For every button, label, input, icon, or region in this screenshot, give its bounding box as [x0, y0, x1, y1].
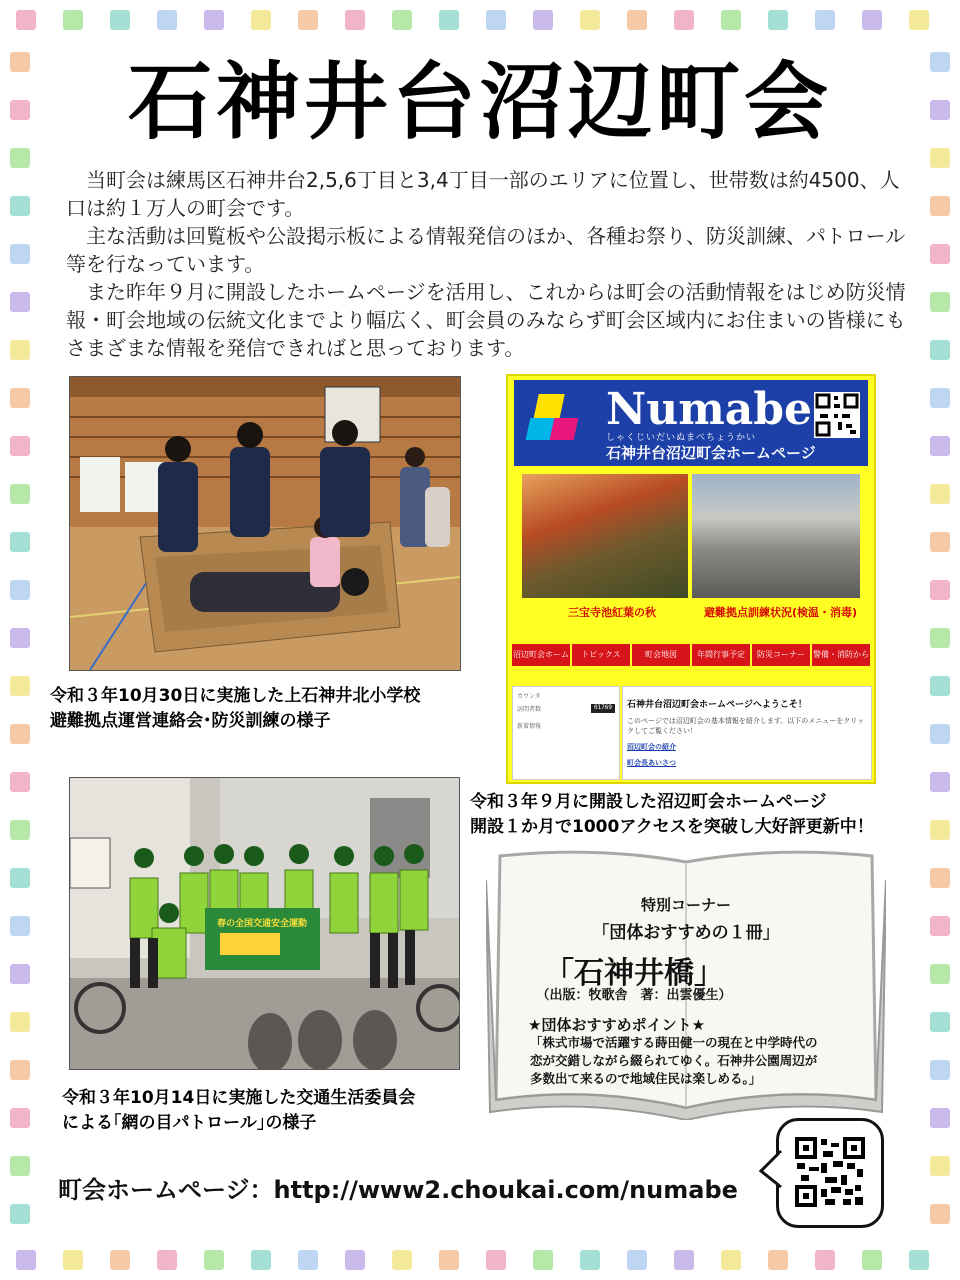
homepage-link: 町会長あいさつ — [627, 759, 676, 767]
border-tile — [439, 10, 459, 30]
border-tile — [392, 10, 412, 30]
border-tile — [345, 1250, 365, 1270]
border-tile — [930, 340, 950, 360]
qr-speech-bubble — [776, 1118, 884, 1228]
border-tile — [157, 1250, 177, 1270]
border-tile — [862, 10, 882, 30]
qr-code-icon — [814, 392, 860, 438]
book-title: 「石神井橋」 — [544, 956, 724, 991]
border-tile — [930, 820, 950, 840]
disaster-drill-photo — [69, 376, 461, 671]
homepage-sidebar — [512, 686, 620, 780]
border-tile — [10, 820, 30, 840]
special-corner-heading: 「団体おすすめの１冊」 — [592, 923, 780, 943]
border-tile — [486, 10, 506, 30]
border-tile — [486, 1250, 506, 1270]
border-tile — [930, 1156, 950, 1176]
border-tile — [909, 1250, 929, 1270]
border-tile — [439, 1250, 459, 1270]
homepage-url: 町会ホームページ：http://www2.choukai.com/numabe — [58, 1176, 738, 1204]
border-tile — [10, 1204, 30, 1224]
sidebar-label: 訪問者数 — [517, 706, 542, 713]
border-tile — [204, 10, 224, 30]
homepage-image-caption: 避難拠点訓練状況(検温・消毒) — [704, 606, 858, 619]
homepage-nav-item: 町会地図 — [632, 644, 690, 666]
caption-line: 令和３年10月14日に実施した交通生活委員会 — [62, 1088, 416, 1108]
caption-line: 避難拠点運営連絡会･防災訓練の様子 — [50, 711, 331, 731]
intro-paragraph-1: 当町会は練馬区石神井台2,5,6丁目と3,4丁目一部のエリアに位置し、世帯数は約4500、人口は約１万人の町会です。 — [66, 168, 900, 220]
points-line: 「株式市場で活躍する蒔田健一の現在と中学時代の — [530, 1035, 818, 1050]
border-tile — [10, 676, 30, 696]
sidebar-label: カウンタ — [517, 693, 541, 700]
intro-paragraph-2: 主な活動は回覧板や公設掲示板による情報発信のほか、各種お祭り、防災訓練、パトロール等を行なっています。 — [66, 224, 906, 276]
border-tile — [930, 628, 950, 648]
border-tile — [10, 388, 30, 408]
border-tile — [930, 724, 950, 744]
sidebar-label: 新着情報 — [517, 723, 542, 730]
homepage-logo-text: Numabe — [606, 384, 813, 435]
border-tile — [298, 10, 318, 30]
border-tile — [10, 340, 30, 360]
border-tile — [533, 1250, 553, 1270]
border-tile — [930, 1108, 950, 1128]
border-tile — [10, 628, 30, 648]
special-corner-label: 特別コーナー — [640, 896, 731, 914]
border-tile — [930, 772, 950, 792]
border-tile — [909, 10, 929, 30]
border-tile — [533, 10, 553, 30]
border-tile — [10, 244, 30, 264]
border-tile — [930, 964, 950, 984]
book-recommendation — [486, 850, 886, 1120]
border-tile — [10, 964, 30, 984]
border-tile — [10, 196, 30, 216]
border-tile — [930, 1012, 950, 1032]
visitor-counter: 01769 — [591, 704, 615, 713]
bubble-tail-icon — [759, 1149, 783, 1189]
border-tile — [63, 1250, 83, 1270]
homepage-image-caption: 三宝寺池紅葉の秋 — [568, 606, 656, 619]
border-tile — [10, 916, 30, 936]
border-tile — [345, 10, 365, 30]
homepage-screenshot — [506, 374, 876, 784]
patrol-group-photo — [69, 777, 460, 1070]
border-tile — [721, 1250, 741, 1270]
autumn-leaves-image — [522, 474, 688, 598]
border-tile — [930, 196, 950, 216]
logo-magenta-block — [550, 418, 579, 440]
homepage-nav-item: 防災コーナー — [752, 644, 810, 666]
homepage-nav-item: トピックス — [572, 644, 630, 666]
homepage-header — [514, 380, 868, 466]
points-text — [530, 1034, 818, 1088]
points-line: 恋が交錯しながら綴られてゆく。石神井公園周辺が — [530, 1053, 818, 1068]
homepage-subtitle: 石神井台沼辺町会ホームページ — [606, 444, 816, 462]
logo-yellow-block — [533, 394, 565, 420]
caption-line: による｢網の目パトロール｣の様子 — [62, 1113, 317, 1133]
border-tile — [815, 1250, 835, 1270]
page-title: 石神井台沼辺町会 — [127, 53, 832, 151]
border-tile — [930, 244, 950, 264]
border-tile — [627, 10, 647, 30]
patrol-caption — [62, 1086, 415, 1136]
border-tile — [110, 1250, 130, 1270]
border-tile — [10, 484, 30, 504]
border-tile — [10, 772, 30, 792]
border-tile — [157, 10, 177, 30]
caption-line: 令和３年10月30日に実施した上石神井北小学校 — [50, 686, 421, 706]
points-line: 多数出て来るので地域住民は楽しめる。」 — [530, 1071, 762, 1086]
border-tile — [10, 1060, 30, 1080]
evacuation-drill-image — [692, 474, 860, 598]
qr-code-icon — [795, 1137, 865, 1207]
border-tile — [10, 436, 30, 456]
border-tile — [580, 10, 600, 30]
border-tile — [930, 1204, 950, 1224]
border-tile — [674, 10, 694, 30]
homepage-caption — [470, 790, 874, 840]
homepage-ruby: しゃくじいだいぬまべちょうかい — [606, 433, 757, 443]
homepage-nav — [512, 644, 870, 666]
border-tile — [110, 10, 130, 30]
border-tile — [768, 10, 788, 30]
border-tile — [862, 1250, 882, 1270]
border-tile — [930, 1060, 950, 1080]
homepage-nav-item: 警備・消防から — [812, 644, 870, 666]
points-title: ★団体おすすめポイント★ — [528, 1016, 706, 1034]
homepage-nav-item: 年間行事予定 — [692, 644, 750, 666]
border-tile — [251, 1250, 271, 1270]
border-tile — [815, 10, 835, 30]
border-tile — [10, 1156, 30, 1176]
homepage-link: 沼辺町会の紹介 — [627, 743, 676, 751]
homepage-welcome-title: 石神井台沼辺町会ホームページへようこそ！ — [627, 700, 807, 710]
border-tile — [16, 1250, 36, 1270]
border-tile — [10, 724, 30, 744]
book-publisher: （出版：牧歌舎 著：出雲優生） — [536, 988, 732, 1003]
border-tile — [16, 10, 36, 30]
intro-paragraph-3: また昨年９月に開設したホームページを活用し、これからは町会の活動情報をはじめ防災情報・町会地域の伝統文化までより幅広く、町会員のみならず町会区域内にお住まいの皆様にもさまざまな情報を発信できればと思っております。 — [66, 280, 906, 360]
border-tile — [580, 1250, 600, 1270]
border-tile — [930, 868, 950, 888]
border-tile — [930, 580, 950, 600]
homepage-nav-item: 沼辺町会ホーム — [512, 644, 570, 666]
border-tile — [674, 1250, 694, 1270]
border-tile — [930, 916, 950, 936]
caption-line: 令和３年９月に開設した沼辺町会ホームページ — [470, 792, 827, 812]
border-tile — [930, 532, 950, 552]
border-tile — [930, 676, 950, 696]
border-tile — [10, 1012, 30, 1032]
border-tile — [392, 1250, 412, 1270]
border-tile — [627, 1250, 647, 1270]
intro-text — [66, 166, 906, 362]
border-tile — [768, 1250, 788, 1270]
border-tile — [251, 10, 271, 30]
border-tile — [930, 484, 950, 504]
patrol-banner-text: 春の全国交通安全運動 — [216, 919, 308, 929]
border-tile — [10, 1108, 30, 1128]
border-tile — [930, 388, 950, 408]
border-tile — [721, 10, 741, 30]
border-tile — [930, 292, 950, 312]
border-tile — [63, 10, 83, 30]
border-tile — [298, 1250, 318, 1270]
homepage-main — [622, 686, 872, 780]
border-tile — [10, 580, 30, 600]
border-tile — [10, 532, 30, 552]
border-tile — [930, 436, 950, 456]
homepage-welcome-text: このページでは沼辺町会の基本情報を紹介します。以下のメニューをクリックしてご覧ください！ — [627, 717, 865, 735]
border-tile — [204, 1250, 224, 1270]
border-tile — [10, 292, 30, 312]
caption-line: 開設１か月で1000アクセスを突破し大好評更新中！ — [470, 817, 874, 837]
disaster-drill-caption — [50, 684, 420, 734]
border-tile — [10, 868, 30, 888]
